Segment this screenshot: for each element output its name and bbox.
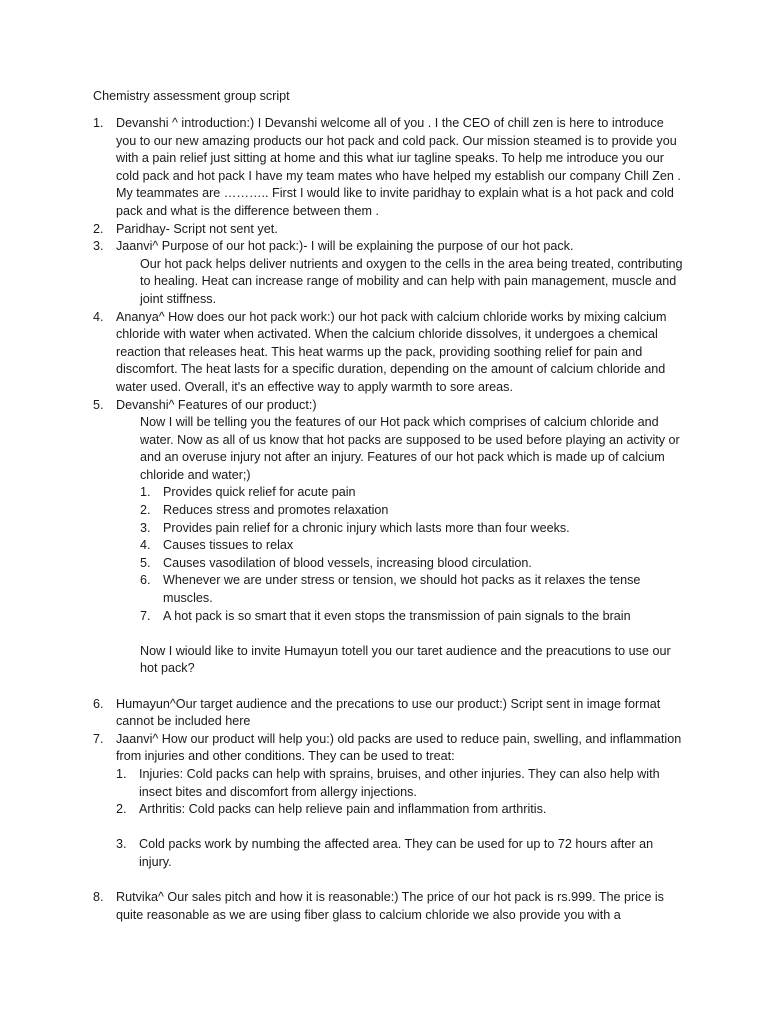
list-item-8: [93, 889, 683, 924]
sub-number: 6.: [140, 573, 151, 588]
sub-list-item: [116, 766, 683, 801]
list-item-2: [93, 221, 683, 239]
sub-text: Cold packs work by numbing the affected area. They can be used for up to 72 hours after an injury.: [139, 837, 654, 869]
sub-text: Causes tissues to relax: [163, 538, 294, 553]
sub-list-item: [140, 555, 683, 573]
sub-number: 5.: [140, 555, 151, 570]
sub-list-item: [140, 572, 683, 607]
item-text: Devanshi ^ introduction:) I Devanshi welcome all of you . I the CEO of chill zen is here to introduce you to our new amazing products our hot pack and cold pack. Our mission steamed is to provide you with a pain relief just sitting at home and this what iur tagline speaks. To help me introduce you our cold pack and hot pack I have my team mates who have helped my establish our company Chill Zen . My teammates are ……….. First I would like to invite paridhay to explain what is a hot pack and cold pack and what is the difference between them .: [116, 116, 681, 218]
list-item-4: [93, 309, 683, 397]
sub-list-item: [140, 608, 683, 626]
item-number: 1.: [93, 116, 104, 130]
sub-text: A hot pack is so smart that it even stops the transmission of pain signals to the brain: [163, 608, 631, 623]
item-number: 2.: [93, 221, 104, 236]
sub-list-item: [140, 537, 683, 555]
sub-number: 2.: [140, 503, 151, 518]
item-text: Rutvika^ Our sales pitch and how it is reasonable:) The price of our hot pack is rs.999. The price is quite reasonable as we are using fiber glass to calcium chloride we also provide you with a: [116, 890, 664, 922]
list-item-1: [93, 115, 683, 221]
sub-text: Provides quick relief for acute pain: [163, 485, 356, 500]
sub-list-item: [140, 502, 683, 520]
sub-text: Arthritis: Cold packs can help relieve pain and inflammation from arthritis.: [139, 802, 547, 817]
list-item-5: [93, 397, 683, 696]
item-text: Jaanvi^ How our product will help you:) old packs are used to reduce pain, swelling, and inflammation from injuries and other conditions. They can be used to treat:: [116, 731, 682, 764]
sub-number: 2.: [116, 802, 127, 817]
item-text: Humayun^Our target audience and the precations to use our product:) Script sent in image format cannot be included here: [116, 696, 661, 729]
sub-number: 1.: [116, 766, 127, 781]
list-item-7: [93, 731, 683, 889]
sub-list-item: [140, 484, 683, 502]
item-text: Jaanvi^ Purpose of our hot pack:)- I will be explaining the purpose of our hot pack.: [116, 239, 574, 254]
document-title: Chemistry assessment group script: [93, 89, 290, 103]
sub-number: 3.: [116, 837, 127, 852]
item-paragraph: Our hot pack helps deliver nutrients and oxygen to the cells in the area being treated, contributing to healing. Heat can increase range of mobility and can help with pain management, muscle and joint stiffness.: [140, 256, 683, 306]
item-text: Paridhay- Script not sent yet.: [116, 221, 278, 236]
sub-number: 3.: [140, 520, 151, 535]
item-number: 5.: [93, 397, 104, 412]
item-number: 6.: [93, 696, 104, 711]
list-item-3: [93, 238, 683, 308]
sub-number: 7.: [140, 608, 151, 623]
sub-text: Causes vasodilation of blood vessels, increasing blood circulation.: [163, 555, 532, 570]
sub-list-item: [116, 801, 683, 819]
sub-text: Reduces stress and promotes relaxation: [163, 503, 389, 518]
item-number: 7.: [93, 731, 104, 746]
closing-paragraph: Now I wiould like to invite Humayun totell you our taret audience and the preacutions to use our hot pack?: [140, 643, 671, 676]
sub-number: 1.: [140, 485, 151, 500]
script-list: [93, 115, 683, 924]
item-text: Ananya^ How does our hot pack work:) our hot pack with calcium chloride works by mixing calcium chloride with water when activated. When the calcium chloride dissolves, it undergoes a chemical reaction that releases heat. This heat warms up the pack, providing soothing relief for pain and discomfort. The heat lasts for a specific duration, depending on the amount of calcium chloride and water used. Overall, it's an effective way to apply warmth to sore areas.: [116, 309, 667, 394]
sub-text: Injuries: Cold packs can help with sprains, bruises, and other injuries. They can also help with insect bites and discomfort from allergy injections.: [139, 766, 660, 799]
sub-number: 4.: [140, 538, 151, 553]
item-paragraph: Now I will be telling you the features of our Hot pack which comprises of calcium chloride and water. Now as all of us know that hot packs are supposed to be used before playing an activity or and an overuse injury not after an injury. Features of our hot pack which is made up of calcium chloride and water;): [140, 415, 680, 482]
sub-list-item: [116, 836, 683, 871]
sub-list-item: [140, 520, 683, 538]
sub-text: Provides pain relief for a chronic injury which lasts more than four weeks.: [163, 520, 570, 535]
list-item-6: [93, 696, 683, 731]
sub-text: Whenever we are under stress or tension, we should hot packs as it relaxes the tense muscles.: [163, 573, 641, 606]
item-number: 4.: [93, 309, 104, 324]
item-text: Devanshi^ Features of our product:): [116, 397, 317, 412]
item-number: 3.: [93, 239, 104, 254]
item-number: 8.: [93, 890, 104, 905]
